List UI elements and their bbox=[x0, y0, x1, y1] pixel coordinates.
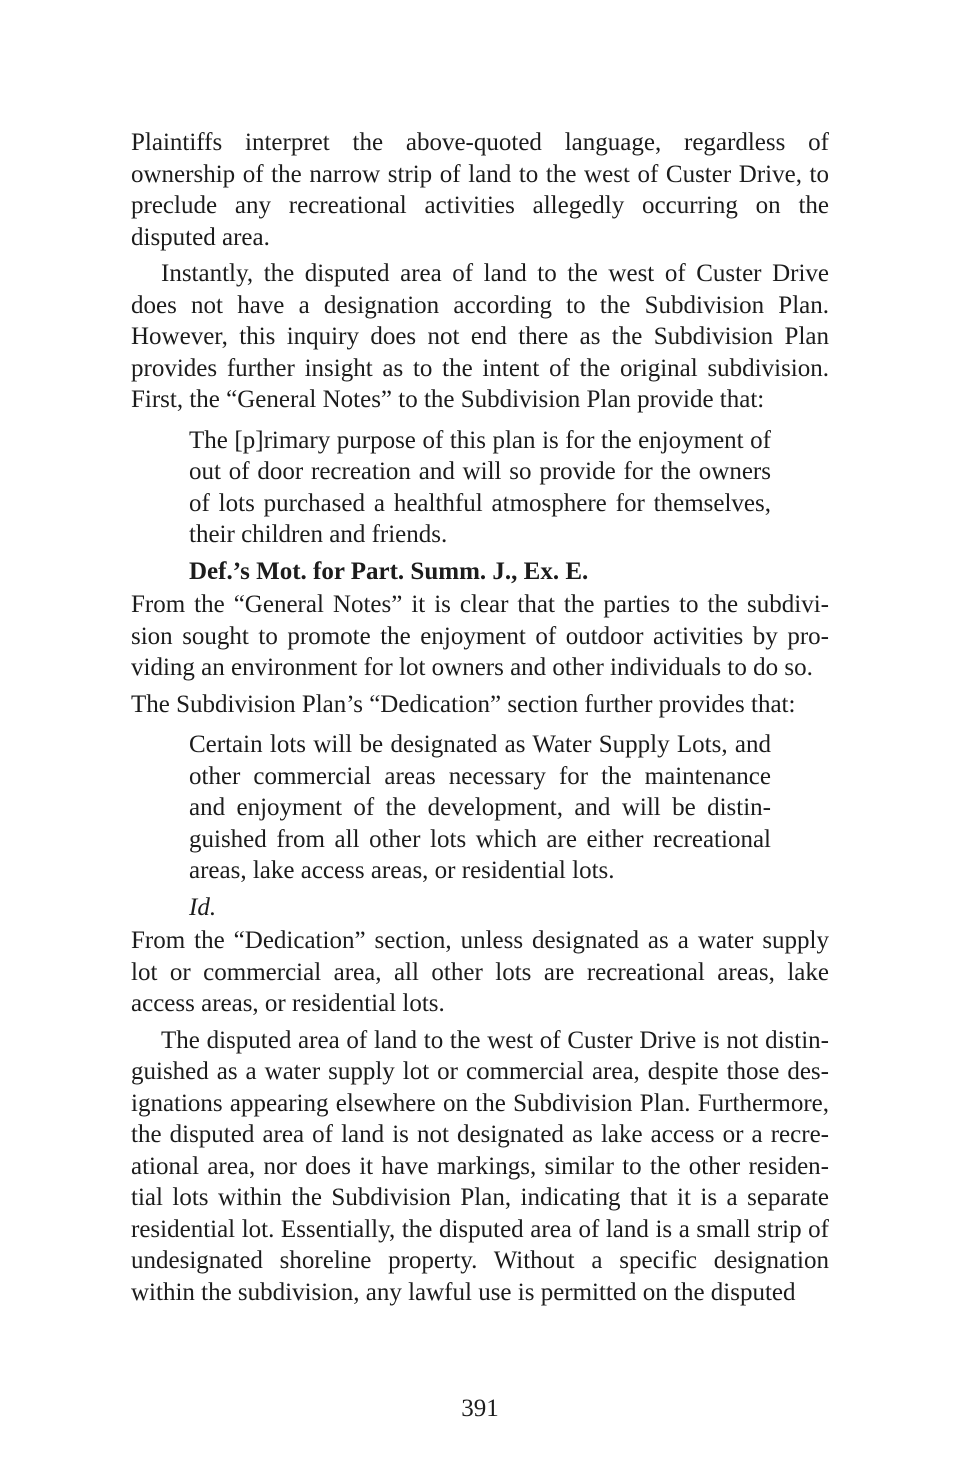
paragraph-dedication-intro: The Subdivision Plan’s “Dedication” section further provides that: bbox=[131, 690, 796, 718]
paragraph-plaintiffs-interpret: Plaintiffs interpret the above-quoted language, regardless of ownership of the narrow strip of land to the west of Custer Drive, to preclude any recreational activities allegedly occurring on the disputed area. bbox=[131, 129, 829, 251]
body-text bbox=[131, 127, 829, 1308]
citation-defs-motion: Def.’s Mot. for Part. Summ. J., Ex. E. bbox=[189, 557, 589, 585]
block-quote-general-notes: The [p]rimary purpose of this plan is for the enjoyment of out of door recreation and will so provide for the owners of lots purchased a healthful atmosphere for themselves, their children and friends. bbox=[189, 426, 771, 548]
paragraph-general-notes-analysis: From the “General Notes” it is clear that the parties to the subdivision sought to promote the enjoyment of outdoor activities by providing an environment for lot owners and other individuals to do so. bbox=[131, 591, 829, 681]
paragraph-instantly: Instantly, the disputed area of land to the west of Custer Drive does not have a designation according to the Subdivision Plan. However, this inquiry does not end there as the Subdivision Plan provides further insight as to the intent of the original subdivision. First, the “General Notes” to the Subdivision Plan provide that: bbox=[131, 260, 829, 413]
paragraph-disputed-area: The disputed area of land to the west of Custer Drive is not distinguished as a water supply lot or commercial area, despite those designations appearing elsewhere on the Subdivision Plan. Furthermore, the disputed area of land is not designated as lake access or a recreational area, nor does it have markings, similar to the other residential lots within the Subdivision Plan, indicating that it is a separate residential lot. Essentially, the disputed area of land is a small strip of undesignated shoreline property. Without a specific designation within the subdivision, any lawful use is permitted on the disputed bbox=[131, 1026, 829, 1306]
page-number: 391 bbox=[461, 1395, 499, 1422]
paragraph-dedication-analysis: From the “Dedication” section, unless designated as a water supply lot or commercial area, all other lots are recreational areas, lake access areas, or residential lots. bbox=[131, 927, 829, 1017]
citation-id: Id. bbox=[189, 893, 217, 921]
block-quote-dedication: Certain lots will be designated as Water Supply Lots, and other commercial areas necessary for the maintenance and enjoyment of the development, and will be distinguished from all other lots which are either recreational areas, lake access areas, or residential lots. bbox=[189, 731, 771, 884]
